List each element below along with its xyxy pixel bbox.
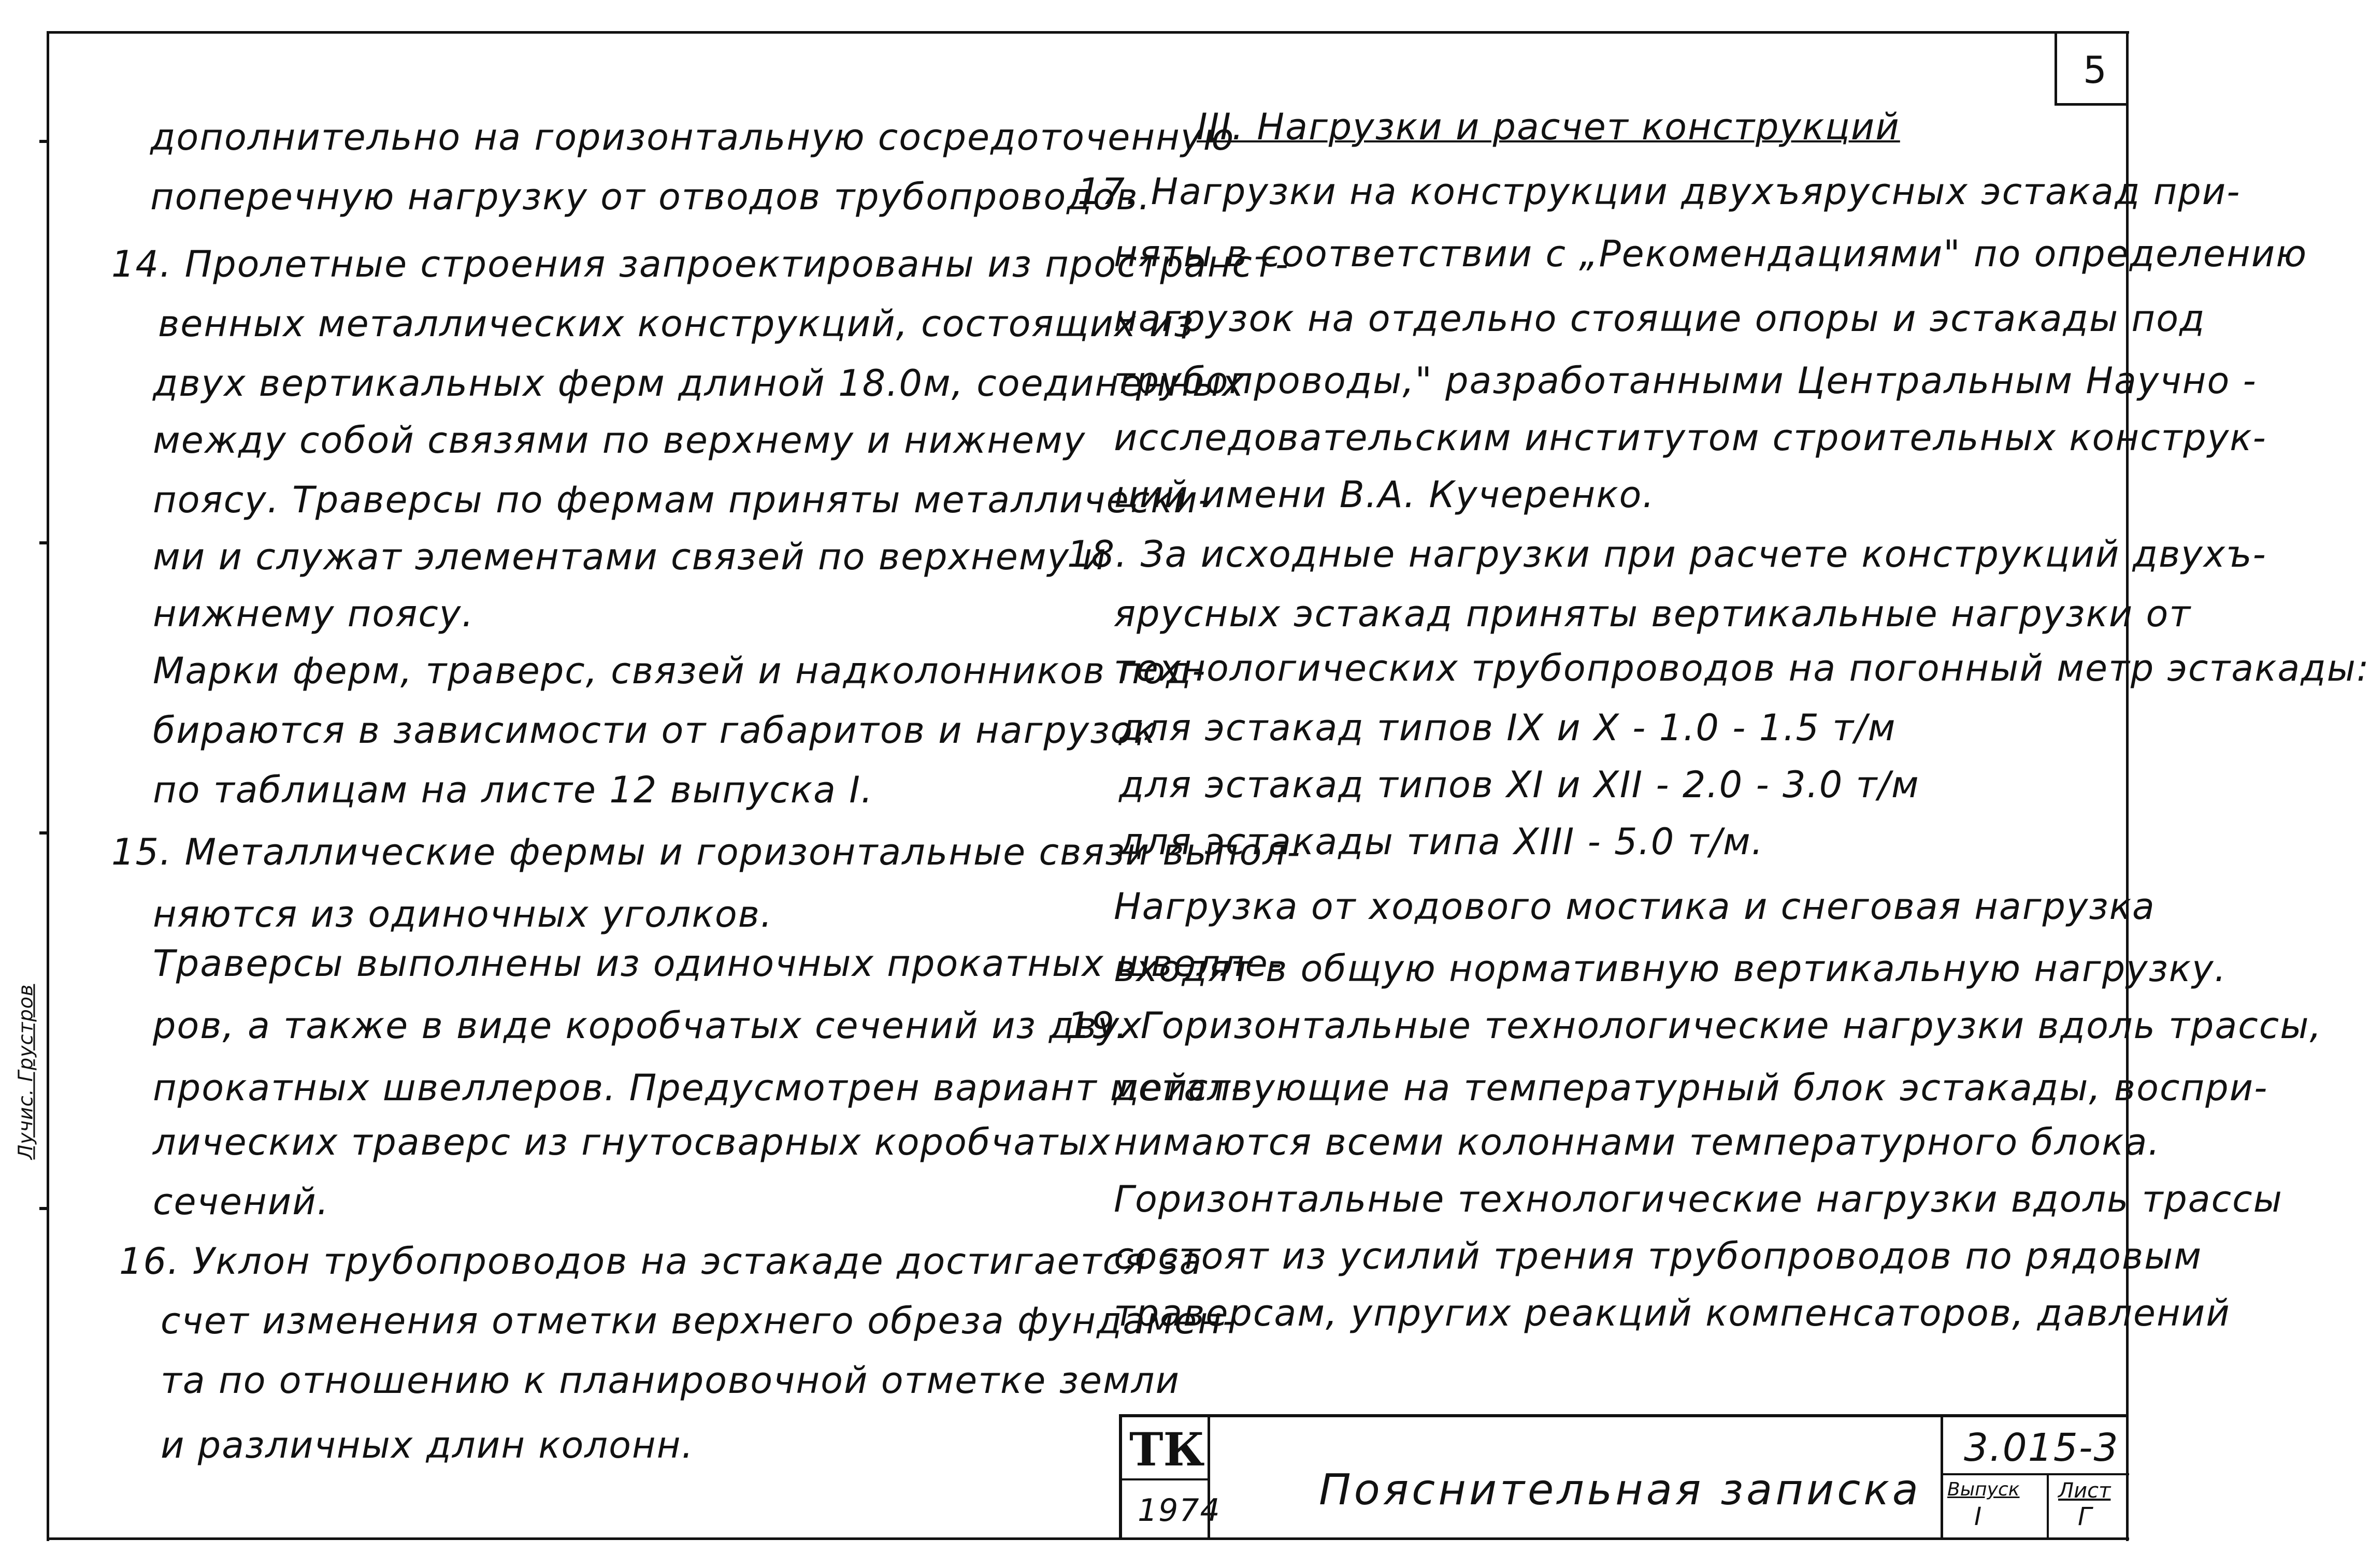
- text-line: нижнему поясу.: [153, 593, 475, 635]
- text-line: бираются в зависимости от габаритов и нагрузок: [153, 709, 1157, 752]
- text-line: нимаются всеми колоннами температурного блока.: [1114, 1121, 2161, 1163]
- text-line: нагрузок на отдельно стоящие опоры и эстакады под: [1114, 297, 2206, 340]
- frame-left-border: [47, 31, 49, 1541]
- text-line: состоят из усилий трения трубопроводов по рядовым: [1114, 1235, 2203, 1277]
- org-divider: [1122, 1478, 1208, 1480]
- sheet-label: Лист: [2058, 1479, 2111, 1503]
- code-cell: [1941, 1417, 2127, 1540]
- text-line: ций имени В.А. Кучеренко.: [1114, 473, 1655, 516]
- text-line: Нагрузка от ходового мостика и снеговая нагрузка: [1114, 885, 2156, 928]
- text-line: действующие на температурный блок эстакады, воспри-: [1114, 1067, 2268, 1109]
- margin-tick: [39, 1207, 48, 1210]
- margin-tick: [39, 541, 48, 544]
- year: 1974: [1138, 1492, 1221, 1529]
- text-line: та по отношению к планировочной отметке земли: [161, 1359, 1180, 1402]
- text-line: няты в соответствии с „Рекомендациями" по определению: [1114, 233, 2308, 275]
- text-line: счет изменения отметки верхнего обреза фундамен-: [161, 1300, 1237, 1342]
- issue-label: Выпуск: [1947, 1479, 2020, 1500]
- sheet-title: Пояснительная записка: [1319, 1465, 1921, 1515]
- title-block: [1119, 1414, 2127, 1540]
- margin-stamp: Лучис. Грустров: [14, 984, 37, 1160]
- issue-sheet-divider: [2047, 1473, 2049, 1540]
- margin-tick: [39, 831, 48, 835]
- text-line: по таблицам на листе 12 выпуска I.: [153, 769, 874, 811]
- org-mark: ТК: [1129, 1422, 1205, 1476]
- text-line: поясу. Траверсы по фермам приняты металлически-: [153, 479, 1213, 521]
- text-line: 19. Горизонтальные технологические нагрузки вдоль трассы,: [1067, 1004, 2322, 1047]
- text-line: прокатных швеллеров. Предусмотрен вариант метал-: [153, 1067, 1246, 1109]
- text-line: Траверсы выполнены из одиночных прокатных швелле-: [153, 942, 1283, 985]
- text-line: дополнительно на горизонтальную сосредоточенную: [150, 116, 1235, 159]
- text-line: траверсам, упругих реакций компенсаторов, давлений: [1114, 1292, 2231, 1334]
- page-number-box: [2055, 33, 2126, 106]
- text-line: поперечную нагрузку от отводов трубопроводов.: [150, 176, 1151, 218]
- text-line: венных металлических конструкций, состоящих из: [158, 303, 1195, 345]
- document-code: 3.015-3: [1964, 1426, 2119, 1470]
- text-line: технологических трубопроводов на погонный метр эстакады:: [1114, 647, 2370, 689]
- text-line: ярусных эстакад приняты вертикальные нагрузки от: [1114, 593, 2192, 635]
- page-number: 5: [2083, 48, 2108, 92]
- text-line: двух вертикальных ферм длиной 18.0м, соединенных: [153, 362, 1245, 405]
- text-line: между собой связями по верхнему и нижнему: [153, 419, 1086, 462]
- text-line: 15. Металлические фермы и горизонтальные связи выпол-: [111, 831, 1301, 873]
- sheet-value: Г: [2078, 1502, 2093, 1531]
- text-line: и различных длин колонн.: [161, 1424, 694, 1466]
- margin-tick: [39, 140, 48, 143]
- text-line: для эстакад типов IX и X - 1.0 - 1.5 т/м: [1119, 707, 1897, 749]
- section-title: III. Нагрузки и расчет конструкций: [1197, 106, 1900, 148]
- text-line: исследовательским институтом строительных конструк-: [1114, 416, 2267, 459]
- text-line: для эстакады типа XIII - 5.0 т/м.: [1119, 821, 1764, 863]
- org-cell: [1122, 1417, 1221, 1540]
- text-line: 16. Уклон трубопроводов на эстакаде достигается за: [119, 1240, 1203, 1283]
- frame-top-border: [47, 31, 2129, 34]
- text-line: лических траверс из гнутосварных коробчатых: [153, 1121, 1111, 1163]
- text-line: Горизонтальные технологические нагрузки вдоль трассы: [1114, 1178, 2283, 1220]
- text-line: входят в общую нормативную вертикальную нагрузку.: [1114, 947, 2227, 990]
- text-line: для эстакад типов XI и XII - 2.0 - 3.0 т/м: [1119, 764, 1920, 806]
- code-divider: [1943, 1473, 2129, 1475]
- text-line: 17. Нагрузки на конструкции двухъярусных эстакад при-: [1078, 170, 2241, 213]
- text-line: няются из одиночных уголков.: [153, 893, 773, 936]
- text-line: 14. Пролетные строения запроектированы из пространст-: [111, 243, 1289, 285]
- text-line: ров, а также в виде коробчатых сечений из двух: [153, 1004, 1143, 1047]
- text-line: трубопроводы," разработанными Центральным Научно -: [1114, 359, 2257, 402]
- text-line: Марки ферм, траверс, связей и надколонников под-: [153, 650, 1206, 692]
- text-line: сечений.: [153, 1181, 329, 1223]
- text-line: ми и служат элементами связей по верхнему и: [153, 536, 1107, 578]
- text-line: 18. За исходные нагрузки при расчете конструкций двухъ-: [1067, 533, 2267, 576]
- issue-value: I: [1974, 1502, 1983, 1531]
